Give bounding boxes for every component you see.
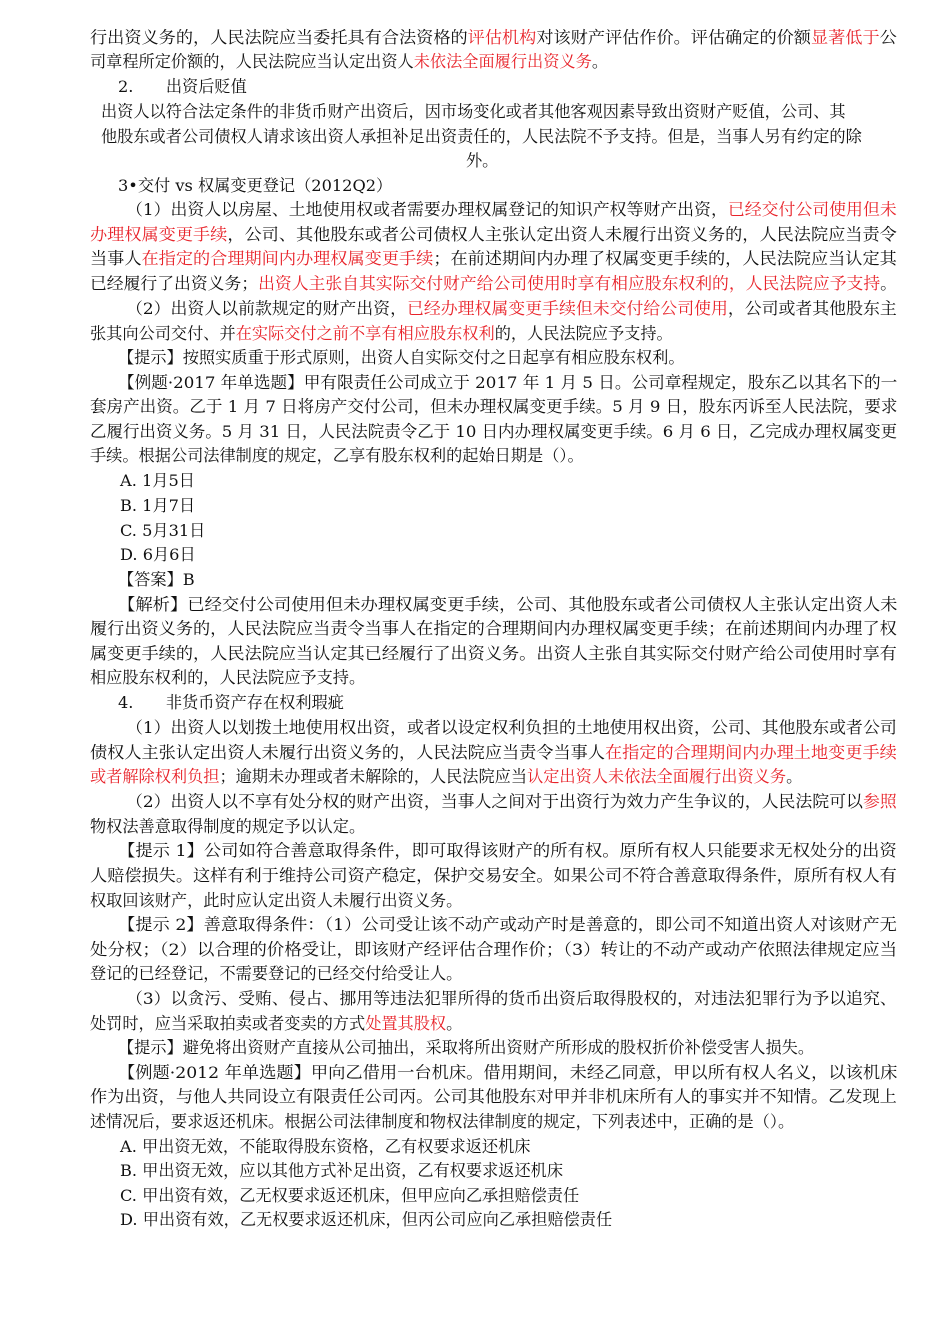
- text-segment: B. 甲出资无效，应以其他方式补足出资，乙有权要求返还机床: [120, 1161, 564, 1180]
- text-line: [90, 223, 897, 247]
- text-line: [118, 839, 897, 863]
- text-line: [118, 691, 344, 715]
- text-line: [120, 1159, 563, 1183]
- text-segment: （1）出资人以划拨土地使用权出资，或者以设定权利负担的土地使用权出资，公司、其他股东或者公司: [126, 718, 897, 737]
- text-segment: ；在前述期间内办理了权属变更手续的，人民法院应当认定其: [433, 249, 897, 268]
- text-line: [120, 543, 196, 567]
- text-line: [90, 864, 897, 888]
- text-segment: C. 甲出资有效，乙无权要求返还机床，但甲应向乙承担赔偿责任: [120, 1186, 580, 1205]
- highlighted-text: 参照: [862, 792, 897, 811]
- highlighted-text: 办理权属变更手续: [90, 225, 228, 244]
- text-segment: 人赔偿损失。这样有利于维持公司资产稳定，保护交易安全。如果公司不符合善意取得条件，原所有权人有: [90, 866, 897, 885]
- highlighted-text: 处置其股权: [365, 1014, 447, 1033]
- text-line: [118, 593, 897, 617]
- text-segment: 处分权；（2）以合理的价格受让，即该财产经评估合理作价；（3）转让的不动产或动产依照法律规定应当: [90, 940, 898, 959]
- text-line: [118, 75, 247, 99]
- text-line: [118, 1061, 897, 1085]
- text-line: [90, 26, 897, 50]
- highlighted-text: 未依法全面履行出资义务: [413, 52, 592, 71]
- text-segment: 【例题·2017 年单选题】甲有限责任公司成立于 2017 年 1 月 5 日。公司章程规定，股东乙以其名下的一: [118, 373, 898, 392]
- text-line: [90, 741, 897, 765]
- highlighted-text: 在指定的合理期间内办理土地变更手续: [604, 743, 897, 762]
- text-segment: 对该财产评估作价。评估确定的价额: [536, 28, 811, 47]
- text-line: [126, 716, 897, 740]
- highlighted-text: 在指定的合理期间内办理权属变更手续: [141, 249, 434, 268]
- text-segment: 登记的已经登记，不需要登记的已经交付给受让人。: [90, 964, 463, 983]
- text-segment: 【提示】避免将出资财产直接从公司抽出，采取将所出资财产所形成的股权折价补偿受害人损失。: [118, 1038, 815, 1057]
- highlighted-text: 认定出资人未依法全面履行出资义务: [527, 767, 787, 786]
- text-segment: 【例题·2012 年单选题】甲向乙借用一台机床。借用期间，未经乙同意，甲以所有权人名义，以该机床: [118, 1063, 898, 1082]
- text-segment: 行出资义务的，人民法院应当委托具有合法资格的: [90, 28, 468, 47]
- text-segment: 【答案】B: [118, 570, 195, 589]
- text-segment: 。: [786, 767, 803, 786]
- text-segment: 【提示 2】善意取得条件：（1）公司受让该不动产或动产时是善意的，即公司不知道出资人对该财产无: [118, 915, 897, 934]
- text-line: [466, 149, 498, 173]
- text-segment: B. 1月7日: [120, 496, 196, 515]
- highlighted-text: 显著低于: [810, 28, 880, 47]
- text-segment: 作为出资，与他人共同设立有限责任公司丙。公司其他股东对甲并非机床所有人的事实并不知情。乙发现上: [90, 1087, 897, 1106]
- highlighted-text: 已经交付公司使用但未: [727, 200, 897, 219]
- text-line: [90, 642, 897, 666]
- text-segment: 套房产出资。乙于 1 月 7 日将房产交付公司，但未办理权属变更手续。5 月 9 日，股东丙诉至人民法院，要求: [90, 397, 898, 416]
- text-line: [90, 962, 462, 986]
- text-segment: ；逾期未办理或者未解除的，人民法院应当: [219, 767, 528, 786]
- text-line: [120, 1208, 612, 1232]
- text-line: [120, 1184, 579, 1208]
- text-segment: 【解析】已经交付公司使用但未办理权属变更手续，公司、其他股东或者公司债权人主张认定出资人未: [118, 595, 898, 614]
- text-line: [90, 815, 365, 839]
- text-segment: ，公司或者其他股东主: [727, 299, 897, 318]
- text-line: [90, 322, 673, 346]
- text-segment: 物权法善意取得制度的规定予以认定。: [90, 817, 366, 836]
- text-segment: A. 1月5日: [120, 471, 195, 490]
- text-segment: 处罚时，应当采取拍卖或者变卖的方式: [90, 1014, 366, 1033]
- text-line: [120, 519, 205, 543]
- text-segment: 履行出资义务的，人民法院应当责令当事人在指定的合理期间内办理权属变更手续；在前述期间内办理了权: [90, 619, 897, 638]
- text-segment: 【提示】按照实质重于形式原则，出资人自实际交付之日起享有相应股东权利。: [118, 348, 685, 367]
- text-line: [118, 346, 685, 370]
- text-line: [90, 444, 584, 468]
- text-segment: ，公司、其他股东或者公司债权人主张认定出资人未履行出资义务的，人民法院应当责令: [227, 225, 897, 244]
- text-segment: D. 6月6日: [120, 545, 196, 564]
- text-segment: 属变更手续的，人民法院应当认定其已经履行了出资义务。出资人主张自其实际交付财产给公司使用时享有: [90, 644, 897, 663]
- text-line: [90, 1110, 794, 1134]
- text-segment: 出资人以符合法定条件的非货币财产出资后，因市场变化或者其他客观因素导致出资财产贬值，公司、其: [101, 102, 846, 121]
- text-segment: 4. 非货币资产存在权利瑕疵: [118, 693, 344, 712]
- text-line: [90, 395, 897, 419]
- highlighted-text: 在实际交付之前不享有相应股东权利: [235, 324, 495, 343]
- text-segment: 他股东或者公司债权人请求该出资人承担补足出资责任的，人民法院不予支持。但是，当事人另有约定的除: [101, 127, 862, 146]
- text-line: [118, 913, 897, 937]
- text-segment: 已经履行了出资义务；: [90, 274, 259, 293]
- text-line: [90, 617, 897, 641]
- text-segment: 手续。根据公司法律制度的规定，乙享有股东权利的起始日期是（）。: [90, 446, 584, 465]
- text-segment: 2. 出资后贬值: [118, 77, 247, 96]
- text-segment: C. 5月31日: [120, 521, 206, 540]
- text-segment: 。: [591, 52, 608, 71]
- text-line: [101, 100, 846, 124]
- text-segment: 的，人民法院应予支持。: [494, 324, 673, 343]
- text-line: [90, 50, 608, 74]
- text-segment: 3•交付 vs 权属变更登记（2012Q2）: [118, 176, 393, 195]
- text-line: [118, 1036, 814, 1060]
- text-line: [118, 174, 392, 198]
- text-line: [90, 889, 462, 913]
- text-segment: 。: [880, 274, 897, 293]
- text-line: [90, 420, 897, 444]
- text-line: [118, 568, 195, 592]
- highlighted-text: 已经办理权属变更手续但未交付给公司使用: [406, 299, 728, 318]
- text-line: [120, 469, 195, 493]
- text-line: [101, 125, 862, 149]
- text-line: [126, 198, 897, 222]
- highlighted-text: 或者解除权利负担: [90, 767, 220, 786]
- text-line: [90, 1085, 897, 1109]
- text-line: [90, 1012, 462, 1036]
- text-segment: 乙履行出资义务。5 月 31 日，人民法院责令乙于 10 日内办理权属变更手续。6 月 6 日，乙完成办理权属变更: [90, 422, 898, 441]
- text-line: [126, 987, 897, 1011]
- text-line: [126, 790, 897, 814]
- text-segment: 外。: [466, 151, 499, 170]
- text-segment: （2）出资人以前款规定的财产出资，: [126, 299, 407, 318]
- highlighted-text: 评估机构: [467, 28, 537, 47]
- text-segment: 【提示 1】公司如符合善意取得条件，即可取得该财产的所有权。原所有权人只能要求无权处分的出资: [118, 841, 897, 860]
- text-line: [90, 938, 897, 962]
- text-segment: 张其向公司交付、并: [90, 324, 236, 343]
- text-line: [90, 247, 897, 271]
- text-segment: 。: [446, 1014, 463, 1033]
- text-segment: 权取回该财产，此时应认定出资人未履行出资义务。: [90, 891, 463, 910]
- text-line: [90, 272, 897, 296]
- text-segment: 公: [879, 28, 897, 47]
- text-line: [90, 765, 802, 789]
- text-line: [120, 494, 195, 518]
- text-segment: （3）以贪污、受贿、侵占、挪用等违法犯罪所得的货币出资后取得股权的，对违法犯罪行为予以追究、: [126, 989, 897, 1008]
- text-segment: （2）出资人以不享有处分权的财产出资，当事人之间对于出资行为效力产生争议的，人民法院可以: [126, 792, 863, 811]
- text-segment: A. 甲出资无效，不能取得股东资格，乙有权要求返还机床: [120, 1137, 531, 1156]
- text-segment: D. 甲出资有效，乙无权要求返还机床，但丙公司应向乙承担赔偿责任: [120, 1210, 613, 1229]
- text-segment: 债权人主张认定出资人未履行出资义务的，人民法院应当责令当事人: [90, 743, 605, 762]
- text-segment: 当事人: [90, 249, 142, 268]
- text-line: [120, 1135, 530, 1159]
- text-line: [118, 371, 897, 395]
- text-segment: 相应股东权利的，人民法院应予支持。: [90, 668, 366, 687]
- text-segment: 司章程所定价额的，人民法院应当认定出资人: [90, 52, 414, 71]
- text-line: [90, 666, 365, 690]
- highlighted-text: 出资人主张自其实际交付财产给公司使用时享有相应股东权利的，人民法院应予支持: [258, 274, 881, 293]
- text-segment: （1）出资人以房屋、土地使用权或者需要办理权属登记的知识产权等财产出资，: [126, 200, 728, 219]
- text-line: [126, 297, 897, 321]
- text-segment: 述情况后，要求返还机床。根据公司法律制度和物权法律制度的规定，下列表述中，正确的是（）。: [90, 1112, 795, 1131]
